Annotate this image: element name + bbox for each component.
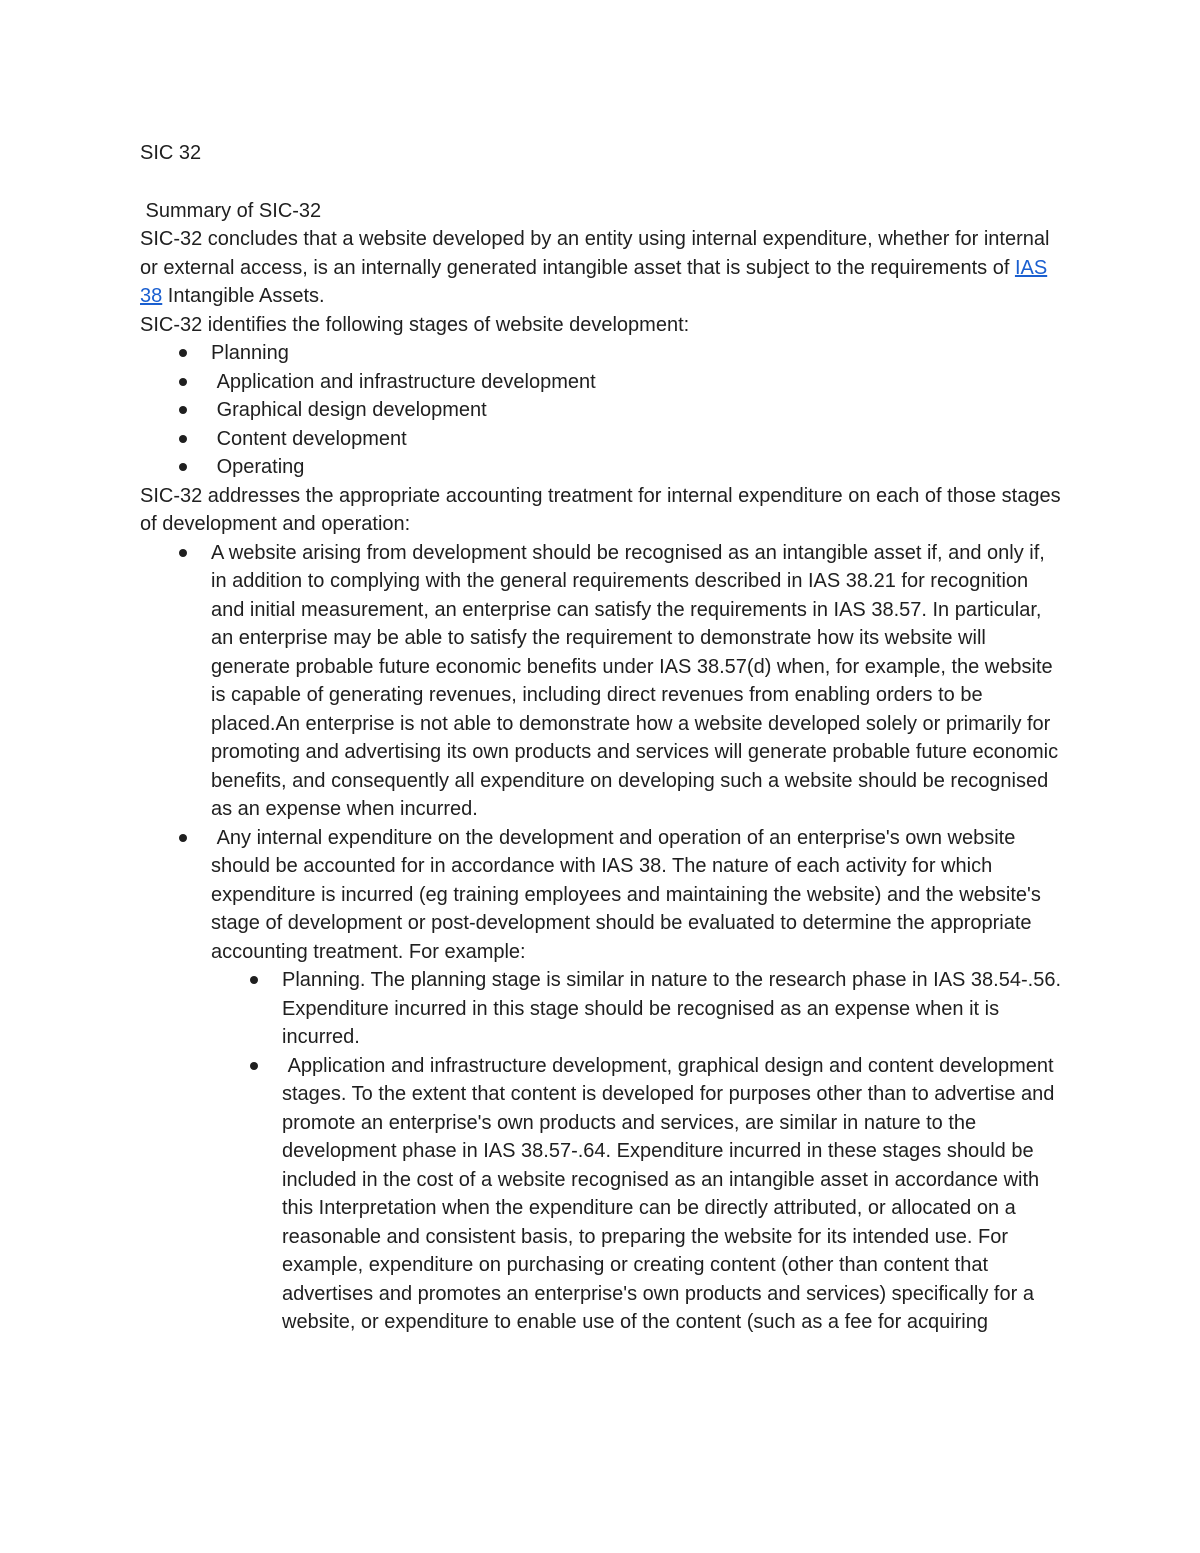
stage-label: Planning (211, 342, 289, 364)
summary-text-before-link: SIC-32 concludes that a website developed by an entity using internal expenditure, whether for internal or external access, is an internally generated intangible asset that is subject to the requirements of (140, 228, 1050, 279)
treatment-intro: SIC-32 addresses the appropriate accounting treatment for internal expenditure on each of those stages of development and operation: (140, 484, 1061, 535)
list-item (140, 1052, 1065, 1337)
examples-list (140, 966, 1065, 1337)
example-text: Application and infrastructure development, graphical design and content development stages. To the extent that content is developed for purposes other than to advertise and promote an enterprise's own products and services, are similar in nature to the development phase in IAS 38.57-.64. Expenditure incurred in these stages should be included in the cost of a website recognised as an intangible asset in accordance with this Interpretation when the expenditure can be directly attributed, or allocated on a reasonable and consistent basis, to preparing the website for its intended use. For example, expenditure on purchasing or creating content (other than content that advertises and promotes an enterprise's own products and services) specifically for a website, or expenditure to enable use of the content (such as a fee for acquiring (282, 1054, 1060, 1333)
stage-label: Graphical design development (211, 399, 487, 421)
stage-label: Operating (211, 456, 305, 478)
summary-heading: Summary of SIC-32 (140, 199, 322, 222)
stages-intro: SIC-32 identifies the following stages of website development: (140, 313, 690, 336)
document-page (140, 139, 1065, 1337)
summary-text-after-link: Intangible Assets. (162, 285, 325, 307)
treatment-point-text: Any internal expenditure on the development and operation of an enterprise's own website should be accounted for in accordance with IAS 38. The nature of each activity for which expenditure is incurred (eg training employees and maintaining the website) and the website's stage of development or post-development should be evaluated to determine the appropriate accounting treatment. For example: (211, 826, 1047, 963)
bullet-icon (179, 349, 187, 357)
list-item (140, 824, 1065, 967)
bullet-icon (179, 463, 187, 471)
list-item (140, 339, 1065, 368)
bullet-icon (179, 406, 187, 414)
treatment-list (140, 539, 1065, 967)
list-item (140, 425, 1065, 454)
stages-list (140, 339, 1065, 482)
list-item (140, 368, 1065, 397)
stage-label: Content development (211, 427, 407, 450)
ias-38-link[interactable]: IAS 38 (140, 256, 1048, 307)
stage-label: Application and infrastructure development (211, 370, 596, 393)
summary-paragraph (140, 225, 1065, 311)
list-item (140, 539, 1065, 824)
list-item (140, 396, 1065, 425)
list-item (140, 453, 1065, 482)
bullet-icon (250, 976, 258, 984)
bullet-icon (250, 1062, 258, 1070)
bullet-icon (179, 549, 187, 557)
bullet-icon (179, 834, 187, 842)
bullet-icon (179, 435, 187, 443)
list-item (140, 966, 1065, 1052)
bullet-icon (179, 378, 187, 386)
example-text: Planning. The planning stage is similar in nature to the research phase in IAS 38.54-.56. Expenditure incurred in this stage should be recognised as an expense when it is incurred. (282, 969, 1061, 1048)
treatment-point-text: A website arising from development should be recognised as an intangible asset if, and only if, in addition to complying with the general requirements described in IAS 38.21 for recognition and initial measurement, an enterprise can satisfy the requirements in IAS 38.57. In particular, an enterprise may be able to satisfy the requirement to demonstrate how its website will generate probable future economic benefits under IAS 38.57(d) when, for example, the website is capable of generating revenues, including direct revenues from enabling orders to be placed.An enterprise is not able to demonstrate how a website developed solely or primarily for promoting and advertising its own products and services will generate probable future economic benefits, and consequently all expenditure on developing such a website should be recognised as an expense when incurred. (211, 541, 1059, 820)
document-title: SIC 32 (140, 142, 202, 164)
